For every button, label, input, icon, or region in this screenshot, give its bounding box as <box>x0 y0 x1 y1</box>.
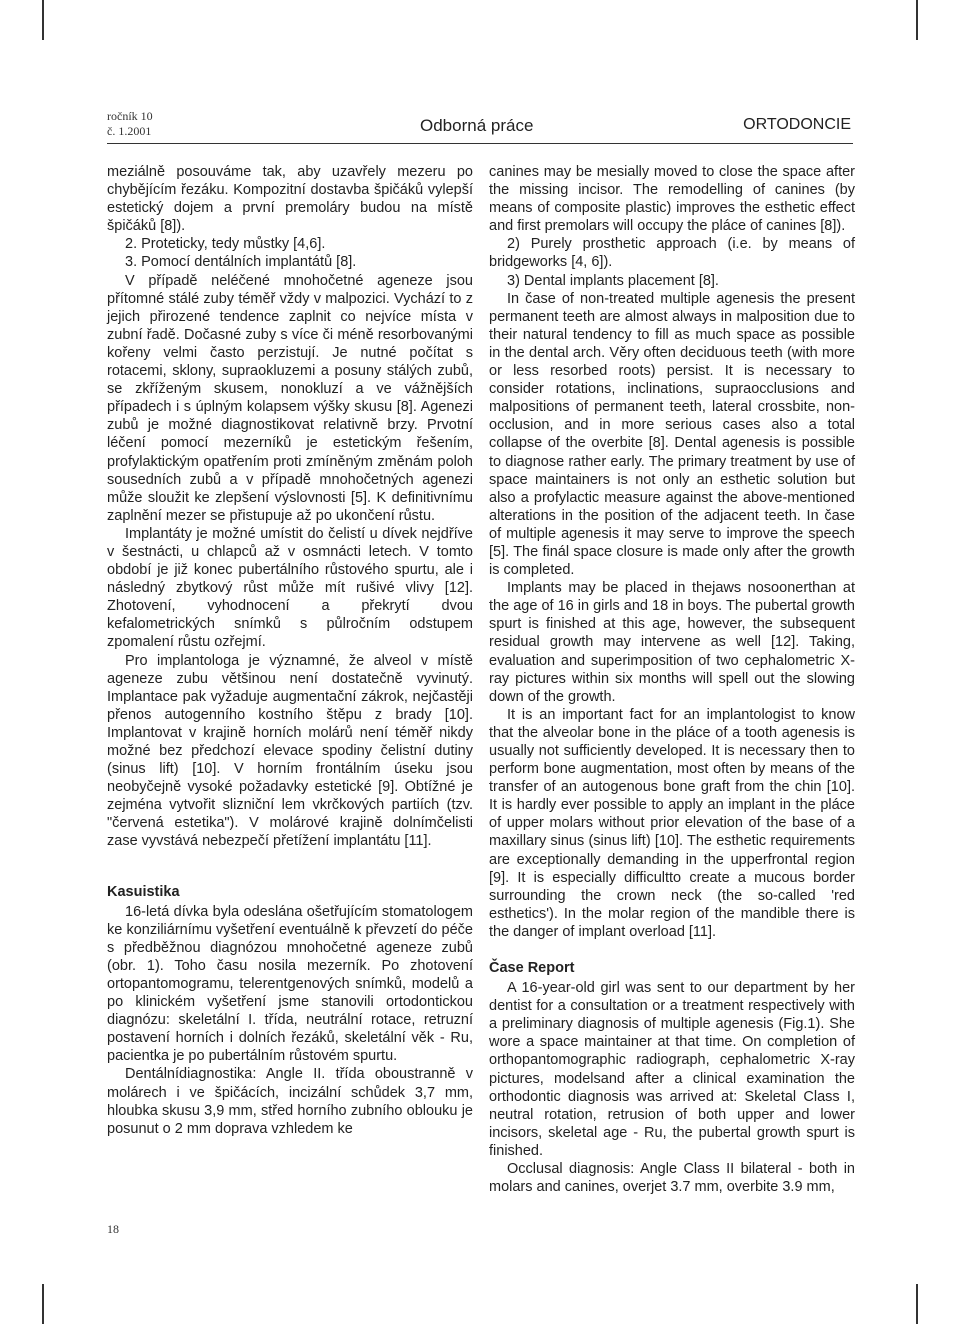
issue-label: č. 1.2001 <box>107 124 152 138</box>
paragraph: meziálně posouváme tak, aby uzavřely mezeru po chybějícím řezáku. Kompozitní dostavba špičáků vylepší estetický dojem a první premoláry budou na místě špičáků [8]). <box>107 164 473 235</box>
list-item: 3) Dental implants placement [8]. <box>507 272 719 289</box>
left-column-czech <box>107 163 473 1138</box>
list-item: 2) Purely prosthetic approach (i.e. by means of bridgeworks [4, 6]). <box>489 236 855 271</box>
paragraph: Implantáty je možné umístit do čelistí u dívek nejdříve v šestnácti, u chlapců až v osmnácti letech. V tomto období je již konec pubertálního růstového spurtu, ale i následný zbytkový růst může mít rušivé vlivy [12]. Zhotovení, vyhodnocení a překrytí dvou kefalometrických snímků s půlročním odstupem zpomalení růstu ozřejmí. <box>107 525 473 651</box>
crop-mark-top-right <box>916 0 918 40</box>
volume-label: ročník 10 <box>107 109 153 123</box>
paragraph: canines may be mesially moved to close the space after the missing incisor. The remodelling of canines (by means of composite plastic) improves the esthetic effect and first premolars will occupy the pláce of canines [8]). <box>489 164 855 235</box>
paragraph: It is an important fact for an implantologist to know that the alveolar bone in the pláce of a tooth agenesis is usually not sufficiently developed. It is necessary then to perform bone augmentation, most often by means of the transfer of an autogenous bone graft from the chin [10]. It is hardly ever possible to apply an implant in the pláce of upper molars without prior elevation of the base of a maxillary sinus (sinus lift) [10]. The esthetic requirements are exceptionally demanding in the upperfrontal region [9]. It is especially difficultto create a mucous border surrounding the crown neck (the so-called 'red esthetics'). In the molar region of the mandible there is the danger of implant overload [11]. <box>489 706 855 940</box>
paragraph: Dentálnídiagnostika: Angle II. třída oboustranně v molárech i ve špičácích, incizální schůdek 3,7 mm, hloubka skusu 3,9 mm, střed horního zubního oblouku je posunut o 2 mm doprava vzhledem ke <box>107 1066 473 1137</box>
crop-mark-bottom-left <box>42 1284 44 1324</box>
crop-mark-top-left <box>42 0 44 40</box>
article-type: Odborná práce <box>420 116 534 135</box>
paragraph: In čase of non-treated multiple agenesis the present permanent teeth are almost always in malposition due to their natural tendency to fill as much space as possible in the dental arch. Věry often deciduous teeth (with more or less resorbed roots) persist. It is necessary to consider rotations, inclinations, supraocclusions and malpositions of permanent teeth, lateral crossbite, non-occlusion, and in more serious cases also a total collapse of the overbite [8]. Dental agenesis is possible to diagnose rather early. The primary treatment by use of space maintainers is not only an esthetic solution but also a profylactic measure against the above-mentioned alterations in the position of the adjacent teeth. In čase of multiple agenesis it may serve to improve the speech [5]. The finál space closure is made only after the growth is completed. <box>489 290 855 579</box>
list-item: 2. Proteticky, tedy můstky [4,6]. <box>125 236 326 253</box>
list-item: 3. Pomocí dentálních implantátů [8]. <box>125 254 357 271</box>
paragraph: Occlusal diagnosis: Angle Class II bilateral - both in molars and canines, overjet 3.7 mm, overbite 3.9 mm, <box>489 1160 855 1196</box>
page-number: 18 <box>107 1222 119 1236</box>
section-heading: Čase Report <box>489 960 575 977</box>
section-heading: Kasuistika <box>107 883 180 900</box>
paragraph: V případě neléčené mnohočetné ageneze jsou přítomné stálé zuby téměř vždy v malpozici. Vychází to z jejich přirozené tendence zaplnit co nejvíce místa v zubní řadě. Dočasné zuby s více či méně resorbovanými kořeny velmi často perzistují. Je nutné počítat s rotacemi, sklony, supraokluzemi a posuny stálých zubů, se zkříženým skusem, nonokluzí a ve vážnějších případech i s úplným kolapsem výšky skusu [8]. Agenezi zubů je možné diagnostikovat relativně brzy. Prvotní léčení pomocí mezerníků je estetickým řešením, profylaktickým opatřením proti zmíněným změnám poloh sousedních zubů a v případě mnohočetných agenezi může sloužit ke zlepšení výslovnosti [5]. K definitivnímu zaplnění mezer se přistupuje až po ukončení růstu. <box>107 272 473 524</box>
paragraph: 16-letá dívka byla odeslána ošetřujícím stomatologem ke konziliárnímu vyšetření eventuálně k převzetí do péče s předběžnou diagnózou mnohočetné ageneze zubů (obr. 1). Toho času nosila mezerník. Po zhotovení ortopantomogramu, telerentgenových snímků, modelů a po klinickém vyšetření jsme stanovili ortodontickou diagnózu: skeletální I. třída, neutrální rotace, retruzní postavení horních i dolních řezáků, skeletální věk - Ru, pacientka je po pubertálním růstovém spurtu. <box>107 903 473 1065</box>
paragraph: A 16-year-old girl was sent to our department by her dentist for a consultation or a treatment respectively with a preliminary diagnosis of multiple agenesis (Fig.1). She wore a space maintainer at that time. On completion of orthopantomographic radiograph, cephalometric X-ray pictures, modelsand after a clinical examination the orthodontic diagnosis was arrived at: Skeletal Class I, neutral rotation, retrusion of both upper and lower incisors, skeletal age - Ru, the pubertal growth spurt is finished. <box>489 980 855 1159</box>
crop-mark-bottom-right <box>916 1284 918 1324</box>
header-divider <box>107 143 853 144</box>
issue-info <box>107 109 153 139</box>
paragraph: Pro implantologa je významné, že alveol v místě ageneze zubu většinou není dostatečně vyvinutý. Implantace pak vyžaduje augmentační zákrok, nejčastěji přenos autogenního kostního štěpu z brady [10]. Implantovat v krajině horních molárů není téměř nikdy možné bez předchozí elevace spodiny čelistní dutiny (sinus lift) [10]. V horním frontálním úseku jsou neobyčejně vysoké požadavky estetické [9]. Obtížné je zejména vytvořit slizniční lem vkrčkových partiích (tzv. "červená estetika"). V molárové krajině dolnímčelisti zase vyvstává nebezpečí přetížení implantátu [11]. <box>107 652 473 850</box>
section-name: ORTODONCIE <box>743 116 851 133</box>
paragraph: Implants may be placed in thejaws nosoonerthan at the age of 16 in girls and 18 in boys. The pubertal growth spurt is finished at this age, however, the subsequent residual growth may intervene as well [12]. Taking, evaluation and superimposition of two cephalometric X-ray pictures within six months will spell out the slowing down of the growth. <box>489 580 855 705</box>
right-column-english <box>489 163 855 1196</box>
